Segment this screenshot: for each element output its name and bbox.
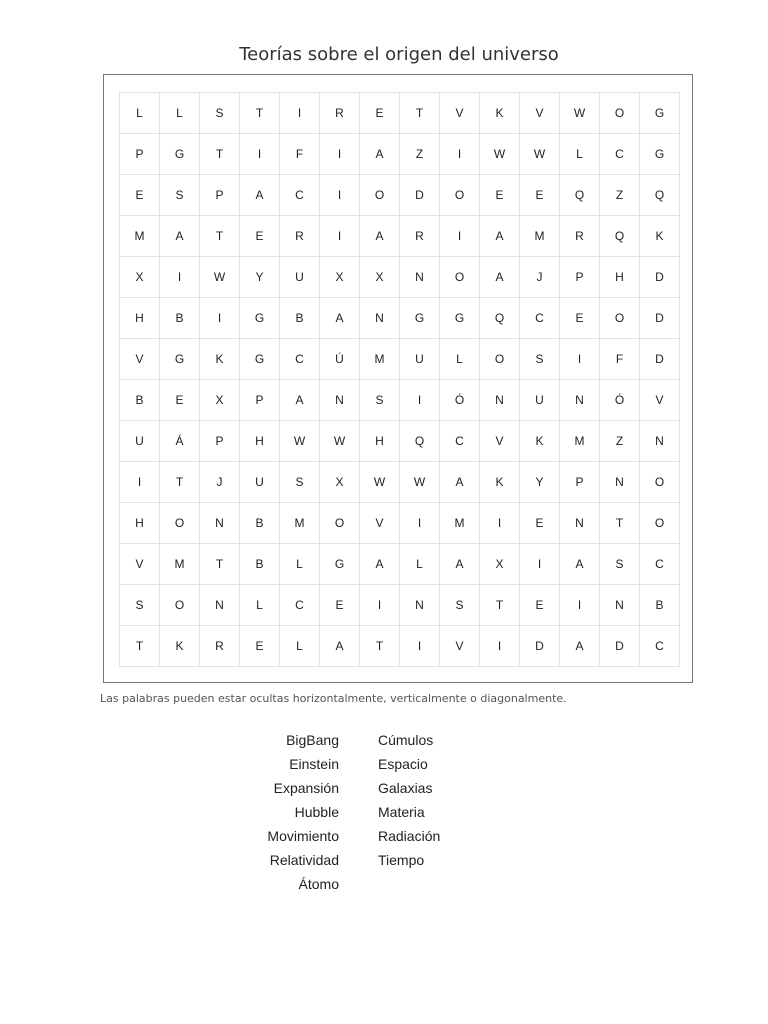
grid-cell: C: [280, 585, 320, 626]
grid-cell: L: [440, 339, 480, 380]
grid-cell: E: [160, 380, 200, 421]
grid-cell: A: [440, 462, 480, 503]
grid-cell: V: [520, 93, 560, 134]
grid-cell: Z: [400, 134, 440, 175]
grid-cell: B: [160, 298, 200, 339]
grid-cell: N: [600, 462, 640, 503]
grid-cell: L: [120, 93, 160, 134]
grid-cell: A: [320, 626, 360, 667]
grid-cell: I: [240, 134, 280, 175]
grid-cell: I: [320, 175, 360, 216]
grid-cell: O: [160, 503, 200, 544]
grid-cell: K: [200, 339, 240, 380]
grid-cell: I: [520, 544, 560, 585]
grid-cell: H: [120, 503, 160, 544]
grid-cell: P: [200, 421, 240, 462]
word-item: Tiempo: [378, 852, 425, 868]
grid-cell: Z: [600, 175, 640, 216]
grid-cell: I: [440, 134, 480, 175]
grid-cell: R: [320, 93, 360, 134]
grid-cell: M: [520, 216, 560, 257]
grid-cell: K: [480, 462, 520, 503]
grid-cell: Y: [240, 257, 280, 298]
grid-cell: M: [560, 421, 600, 462]
grid-cell: B: [280, 298, 320, 339]
grid-cell: K: [520, 421, 560, 462]
grid-cell: I: [400, 380, 440, 421]
grid-cell: R: [400, 216, 440, 257]
grid-cell: W: [560, 93, 600, 134]
grid-cell: N: [400, 257, 440, 298]
grid-cell: A: [360, 216, 400, 257]
grid-cell: E: [560, 298, 600, 339]
grid-cell: I: [400, 626, 440, 667]
grid-cell: K: [480, 93, 520, 134]
grid-cell: T: [480, 585, 520, 626]
grid-cell: T: [160, 462, 200, 503]
grid-cell: S: [200, 93, 240, 134]
grid-cell: N: [560, 503, 600, 544]
grid-cell: X: [320, 257, 360, 298]
grid-cell: O: [320, 503, 360, 544]
grid-cell: O: [640, 503, 680, 544]
grid-cell: U: [400, 339, 440, 380]
word-item: Einstein: [289, 756, 339, 772]
grid-cell: M: [360, 339, 400, 380]
grid-cell: G: [320, 544, 360, 585]
word-item: Átomo: [298, 876, 339, 892]
grid-cell: C: [600, 134, 640, 175]
page-title: Teorías sobre el origen del universo: [239, 44, 559, 65]
grid-cell: W: [200, 257, 240, 298]
grid-cell: E: [240, 216, 280, 257]
grid-cell: X: [480, 544, 520, 585]
grid-cell: O: [440, 257, 480, 298]
word-item: Materia: [378, 804, 425, 820]
grid-cell: R: [280, 216, 320, 257]
grid-cell: V: [120, 339, 160, 380]
grid-cell: P: [240, 380, 280, 421]
word-item: Cúmulos: [378, 732, 434, 748]
grid-cell: L: [280, 626, 320, 667]
word-item: Expansión: [273, 780, 339, 796]
grid-cell: V: [480, 421, 520, 462]
grid-cell: Q: [600, 216, 640, 257]
grid-cell: C: [640, 626, 680, 667]
grid-cell: W: [400, 462, 440, 503]
grid-cell: N: [400, 585, 440, 626]
word-item: BigBang: [286, 732, 339, 748]
grid-cell: N: [360, 298, 400, 339]
grid-cell: I: [120, 462, 160, 503]
word-item: Movimiento: [267, 828, 339, 844]
grid-cell: E: [320, 585, 360, 626]
grid-cell: L: [560, 134, 600, 175]
grid-cell: X: [360, 257, 400, 298]
grid-cell: A: [440, 544, 480, 585]
grid-cell: S: [600, 544, 640, 585]
grid-cell: D: [400, 175, 440, 216]
word-item: Radiación: [378, 828, 441, 844]
grid-cell: H: [360, 421, 400, 462]
grid-cell: I: [320, 134, 360, 175]
grid-cell: Á: [160, 421, 200, 462]
word-list-right: [378, 728, 440, 872]
grid-cell: A: [560, 626, 600, 667]
grid-cell: N: [600, 585, 640, 626]
grid-cell: G: [160, 134, 200, 175]
grid-cell: M: [160, 544, 200, 585]
grid-cell: E: [520, 585, 560, 626]
grid-cell: R: [200, 626, 240, 667]
grid-cell: N: [480, 380, 520, 421]
grid-cell: H: [600, 257, 640, 298]
word-item: Espacio: [378, 756, 428, 772]
grid-cell: A: [480, 257, 520, 298]
grid-cell: P: [560, 257, 600, 298]
grid-cell: B: [120, 380, 160, 421]
grid-cell: F: [280, 134, 320, 175]
letter-grid: [119, 92, 680, 667]
grid-cell: N: [200, 585, 240, 626]
grid-cell: E: [240, 626, 280, 667]
grid-cell: G: [640, 134, 680, 175]
grid-cell: R: [560, 216, 600, 257]
grid-cell: I: [200, 298, 240, 339]
grid-cell: N: [640, 421, 680, 462]
instructions-text: Las palabras pueden estar ocultas horizontalmente, verticalmente o diagonalmente.: [100, 692, 567, 705]
grid-cell: T: [120, 626, 160, 667]
grid-cell: V: [360, 503, 400, 544]
grid-cell: J: [520, 257, 560, 298]
grid-cell: W: [280, 421, 320, 462]
grid-cell: K: [160, 626, 200, 667]
grid-cell: S: [520, 339, 560, 380]
grid-cell: M: [120, 216, 160, 257]
grid-cell: O: [440, 175, 480, 216]
grid-cell: K: [640, 216, 680, 257]
grid-cell: F: [600, 339, 640, 380]
grid-cell: X: [320, 462, 360, 503]
grid-cell: A: [320, 298, 360, 339]
grid-cell: E: [520, 503, 560, 544]
grid-cell: S: [280, 462, 320, 503]
grid-cell: I: [400, 503, 440, 544]
grid-cell: T: [600, 503, 640, 544]
grid-cell: Q: [560, 175, 600, 216]
grid-cell: T: [200, 216, 240, 257]
grid-cell: T: [240, 93, 280, 134]
grid-cell: P: [560, 462, 600, 503]
grid-cell: J: [200, 462, 240, 503]
grid-cell: H: [240, 421, 280, 462]
grid-cell: X: [120, 257, 160, 298]
grid-cell: N: [200, 503, 240, 544]
grid-cell: A: [560, 544, 600, 585]
grid-cell: O: [600, 298, 640, 339]
grid-cell: D: [600, 626, 640, 667]
word-item: Galaxias: [378, 780, 433, 796]
grid-cell: Y: [520, 462, 560, 503]
grid-cell: D: [640, 339, 680, 380]
word-item: Hubble: [294, 804, 339, 820]
grid-cell: E: [360, 93, 400, 134]
grid-cell: D: [640, 298, 680, 339]
grid-cell: Q: [480, 298, 520, 339]
grid-cell: E: [480, 175, 520, 216]
grid-cell: D: [520, 626, 560, 667]
grid-cell: Z: [600, 421, 640, 462]
grid-cell: E: [120, 175, 160, 216]
grid-cell: L: [160, 93, 200, 134]
grid-cell: I: [360, 585, 400, 626]
grid-cell: I: [480, 503, 520, 544]
grid-cell: U: [240, 462, 280, 503]
grid-cell: G: [400, 298, 440, 339]
grid-cell: A: [480, 216, 520, 257]
grid-cell: G: [240, 298, 280, 339]
grid-cell: N: [320, 380, 360, 421]
word-item: Relatividad: [269, 852, 339, 868]
grid-cell: L: [280, 544, 320, 585]
grid-cell: W: [320, 421, 360, 462]
grid-cell: N: [560, 380, 600, 421]
grid-cell: O: [640, 462, 680, 503]
grid-cell: O: [360, 175, 400, 216]
grid-cell: C: [280, 175, 320, 216]
grid-cell: I: [280, 93, 320, 134]
grid-cell: A: [360, 134, 400, 175]
grid-cell: E: [520, 175, 560, 216]
grid-cell: B: [240, 544, 280, 585]
grid-cell: C: [520, 298, 560, 339]
grid-cell: U: [280, 257, 320, 298]
grid-cell: P: [200, 175, 240, 216]
grid-cell: I: [560, 339, 600, 380]
grid-cell: T: [360, 626, 400, 667]
grid-cell: P: [120, 134, 160, 175]
grid-cell: G: [240, 339, 280, 380]
grid-cell: H: [120, 298, 160, 339]
grid-cell: A: [240, 175, 280, 216]
grid-cell: Ó: [600, 380, 640, 421]
grid-cell: O: [160, 585, 200, 626]
word-list-left: [267, 728, 339, 896]
grid-cell: T: [200, 134, 240, 175]
grid-cell: W: [360, 462, 400, 503]
grid-cell: L: [240, 585, 280, 626]
grid-cell: C: [440, 421, 480, 462]
grid-cell: M: [440, 503, 480, 544]
grid-cell: G: [640, 93, 680, 134]
grid-cell: Ó: [440, 380, 480, 421]
grid-cell: S: [440, 585, 480, 626]
grid-cell: U: [120, 421, 160, 462]
grid-cell: I: [320, 216, 360, 257]
grid-cell: X: [200, 380, 240, 421]
grid-cell: L: [400, 544, 440, 585]
grid-cell: U: [520, 380, 560, 421]
grid-cell: G: [440, 298, 480, 339]
grid-cell: T: [200, 544, 240, 585]
grid-cell: S: [160, 175, 200, 216]
grid-cell: D: [640, 257, 680, 298]
grid-cell: S: [360, 380, 400, 421]
grid-cell: A: [280, 380, 320, 421]
grid-cell: V: [440, 626, 480, 667]
grid-cell: O: [600, 93, 640, 134]
grid-cell: I: [160, 257, 200, 298]
grid-cell: C: [280, 339, 320, 380]
grid-cell: V: [440, 93, 480, 134]
grid-cell: I: [480, 626, 520, 667]
grid-cell: B: [240, 503, 280, 544]
grid-cell: V: [640, 380, 680, 421]
grid-cell: A: [360, 544, 400, 585]
grid-cell: Ú: [320, 339, 360, 380]
grid-cell: S: [120, 585, 160, 626]
grid-cell: M: [280, 503, 320, 544]
grid-cell: A: [160, 216, 200, 257]
grid-cell: I: [440, 216, 480, 257]
grid-cell: Q: [640, 175, 680, 216]
grid-cell: T: [400, 93, 440, 134]
grid-cell: W: [480, 134, 520, 175]
grid-cell: V: [120, 544, 160, 585]
grid-cell: B: [640, 585, 680, 626]
grid-cell: I: [560, 585, 600, 626]
grid-cell: W: [520, 134, 560, 175]
grid-cell: Q: [400, 421, 440, 462]
grid-cell: G: [160, 339, 200, 380]
grid-cell: C: [640, 544, 680, 585]
grid-cell: O: [480, 339, 520, 380]
